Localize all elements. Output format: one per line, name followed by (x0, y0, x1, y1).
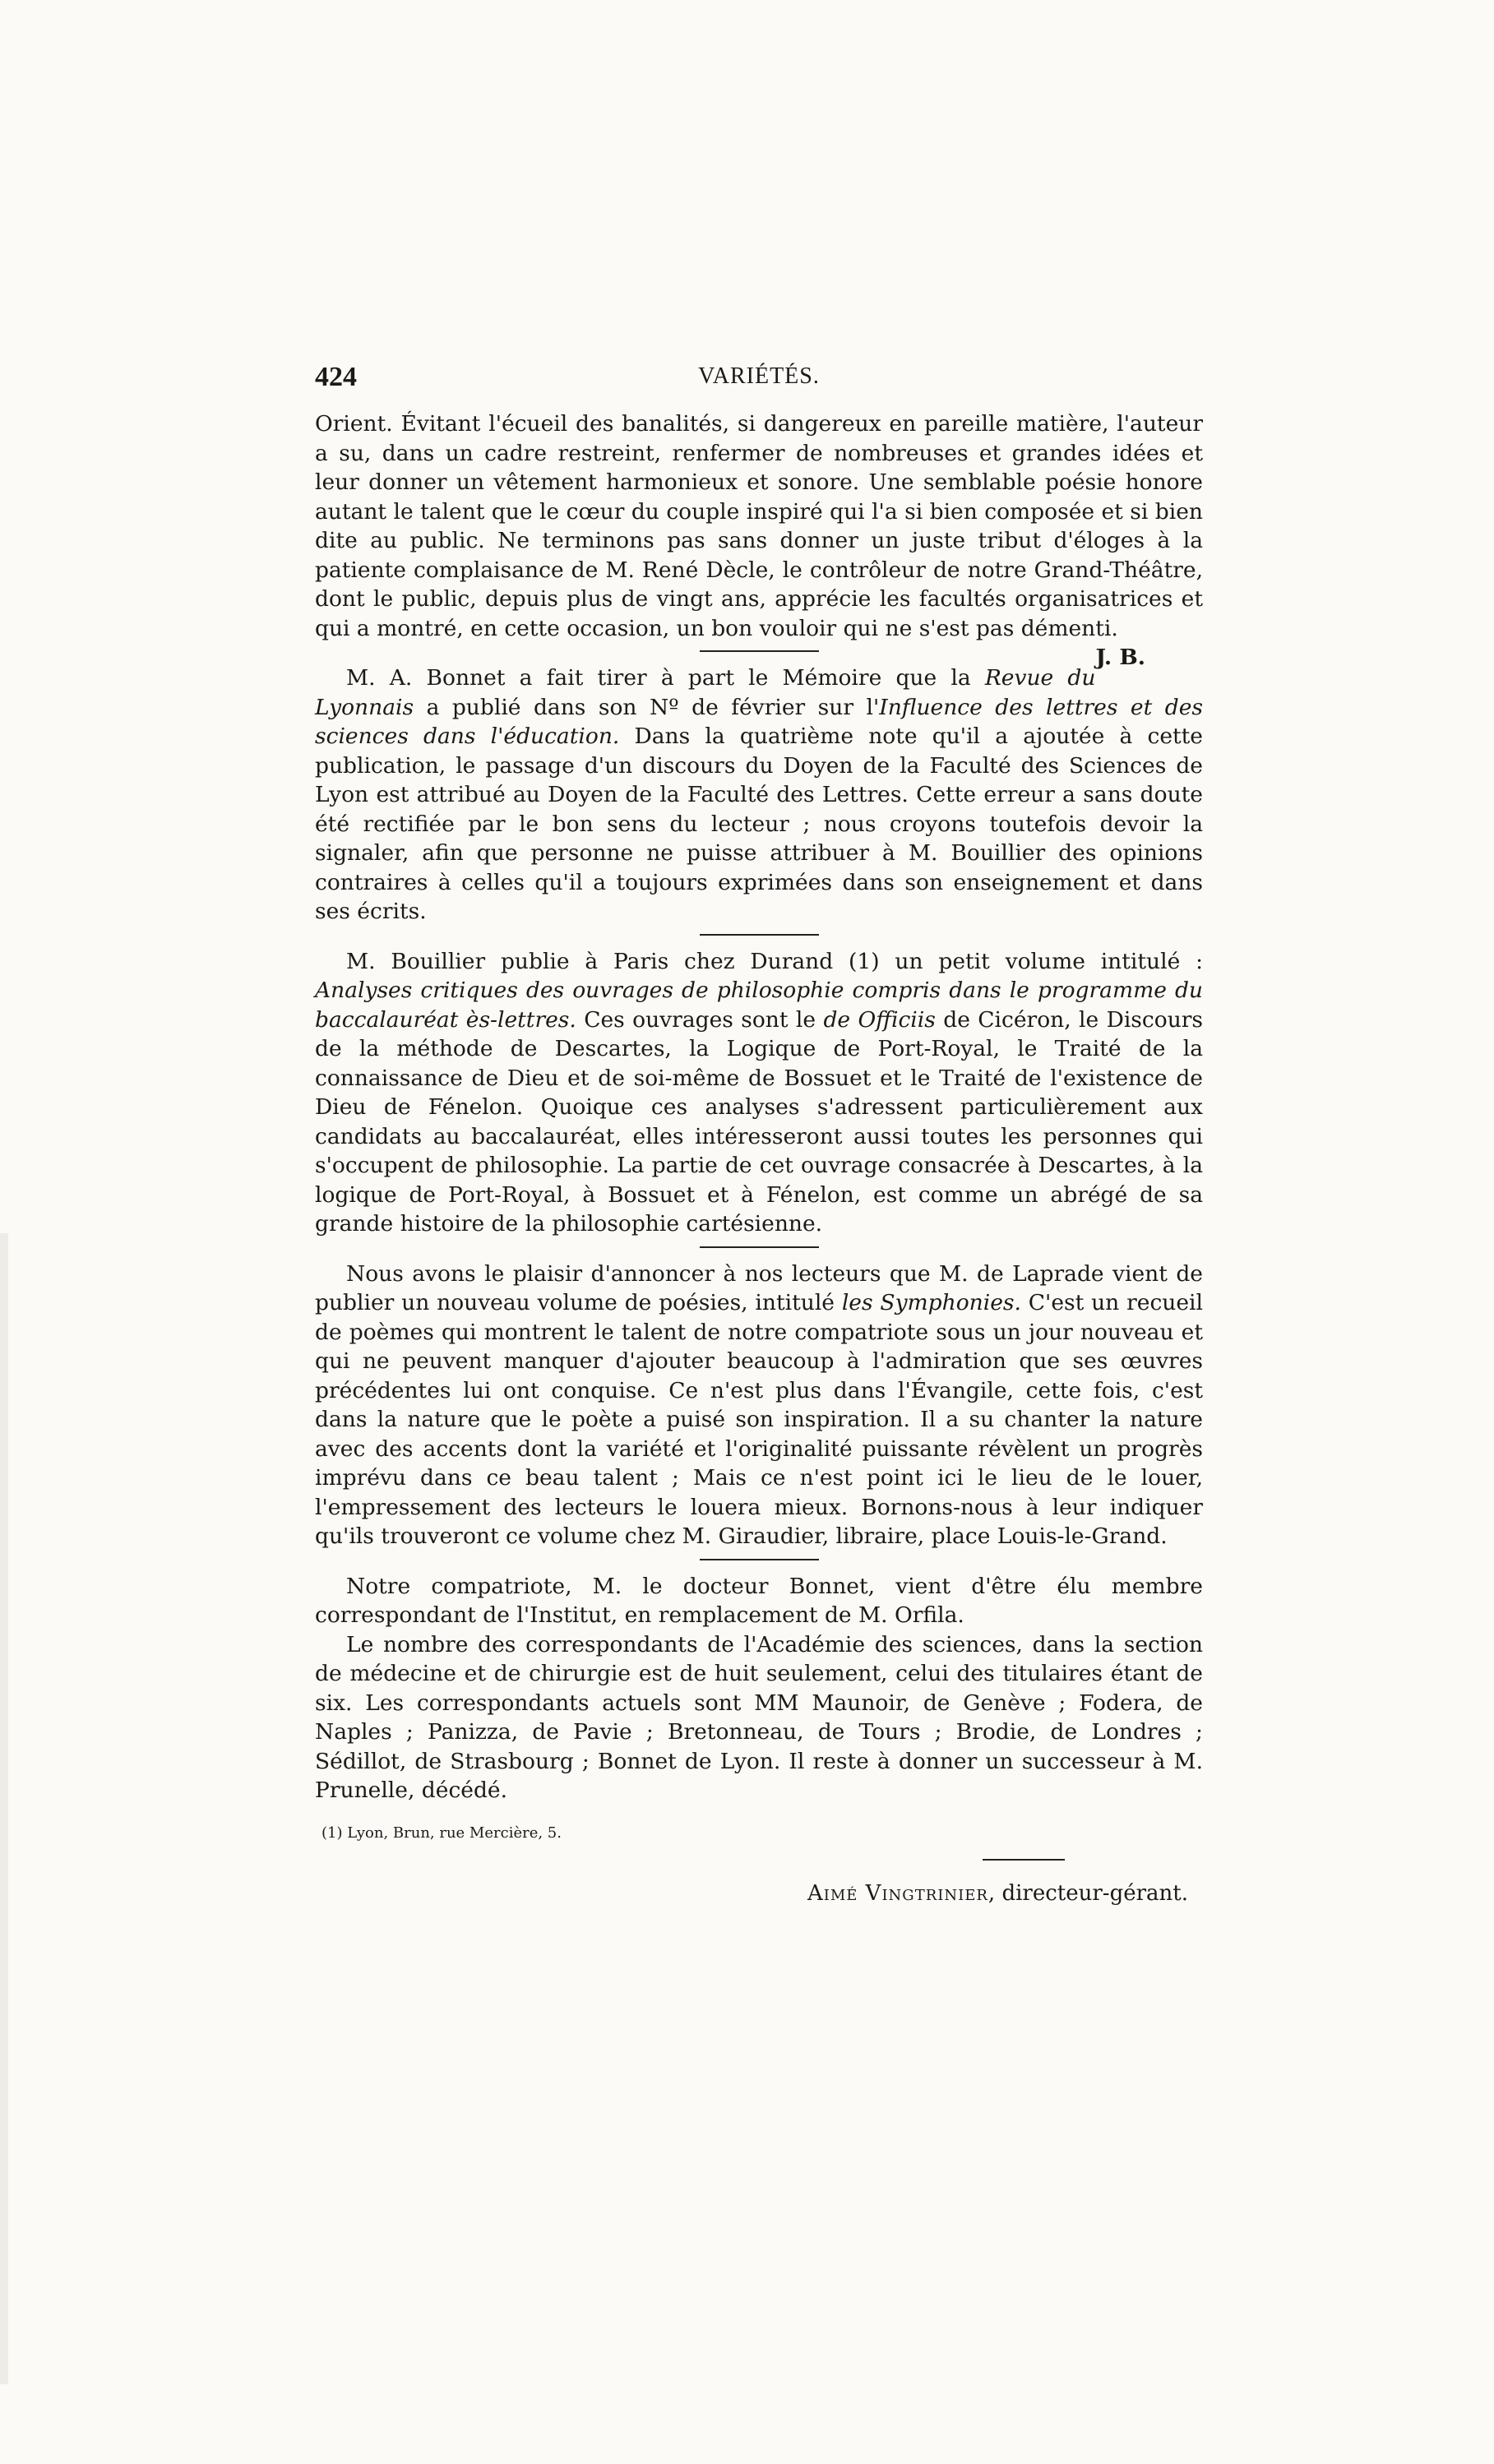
signature-role: , directeur-gérant. (988, 1880, 1188, 1906)
section-divider (700, 650, 819, 652)
section3-text-2: Ces ouvrages sont le (576, 1006, 824, 1033)
section1-text: Orient. Évitant l'écueil des banalités, si dangereux en pareille matière, l'auteur a su, dans un cadre restreint, renfermer de nombreuses et grandes idées et leur donner un vêtement harmonieux et sonore. Une semblable poésie honore autant le talent que le cœur du couple inspiré qui l'a si bien composée et si bien dite au public. Ne terminons pas sans donner un juste tribut d'éloges à la patiente complaisance de M. René Dècle, le contrôleur de notre Grand-Théâtre, dont le public, depuis plus de vingt ans, apprécie les facultés organisatrices et qui a montré, en cette occasion, un bon vouloir qui ne s'est pas démenti. (315, 411, 1203, 641)
section4-text-1: Nous avons le plaisir d'annoncer à nos lecteurs que M. de Laprade vient de publier un nouveau volume de poésies, intitulé (315, 1260, 1203, 1315)
section-divider (700, 1246, 819, 1248)
scan-edge (0, 1233, 8, 2384)
section4-text-2: C'est un recueil de poèmes qui montrent le talent de notre compatriote sous un jour nouveau et qui ne peuvent manquer d'ajouter beaucoup à l'admiration que ses œuvres précédentes lui ont conquise. Ce n'est plus dans l'Évangile, cette fois, c'est dans la nature que le poète a puisé son inspiration. Il a su chanter la nature avec des accents dont la variété et l'originalité puissante révèlent un progrès imprévu dans ce beau talent ; Mais ce n'est point ici le lieu de le louer, l'empressement des lecteurs le louera mieux. Bornons-nous à leur indiquer qu'ils trouveront ce volume chez M. Giraudier, libraire, place Louis-le-Grand. (315, 1290, 1203, 1549)
paragraph-section4 (315, 1260, 1203, 1551)
signature-rule (983, 1859, 1065, 1861)
article-title: Influence des lettres et des sciences dans l'éducation. (315, 694, 1203, 749)
footnote: (1) Lyon, Brun, rue Mercière, 5. (321, 1824, 562, 1842)
section1-signature: J. B. (1095, 645, 1145, 670)
paragraph-section5a: Notre compatriote, M. le docteur Bonnet, vient d'être élu membre correspondant de l'Institut, en remplacement de M. Orfila. (315, 1573, 1203, 1628)
paragraph-section5b: Le nombre des correspondants de l'Académie des sciences, dans la section de médecine et de chirurgie est de huit seulement, celui des titulaires étant de six. Les correspondants actuels sont MM Maunoir, de Genève ; Fodera, de Naples ; Panizza, de Pavie ; Bretonneau, de Tours ; Brodie, de Londres ; Sédillot, de Strasbourg ; Bonnet de Lyon. Il reste à donner un successeur à M. Prunelle, décédé. (315, 1631, 1203, 1803)
paragraph-section1 (315, 409, 1203, 670)
section3-text-3: de Cicéron, le Discours de la méthode de Descartes, la Logique de Port-Royal, le Traité de la connaissance de Dieu et de soi-même de Bossuet et le Traité de l'existence de Dieu de Fénelon. Quoique ces analyses s'adressent particulièrement aux candidats au baccalauréat, elles intéresseront aussi toutes les personnes qui s'occupent de philosophie. La partie de cet ouvrage consacrée à Descartes, à la logique de Port-Royal, à Bossuet et à Fénelon, est comme un abrégé de sa grande histoire de la philosophie cartésienne. (315, 1006, 1204, 1237)
section-divider (700, 1559, 819, 1560)
document-page (315, 362, 1203, 1906)
poetry-title: les Symphonies. (841, 1290, 1021, 1315)
journal-title: Revue du Lyonnais (315, 665, 1096, 720)
section3-text-1: M. Bouillier publie à Paris chez Durand (1) un petit volume intitulé : (346, 948, 1203, 974)
section2-text-2: a publié dans son Nº de février sur l' (414, 694, 880, 720)
signature-block (315, 1856, 1203, 1906)
section2-text-3: Dans la quatrième note qu'il a ajoutée à cette publication, le passage d'un discours du Doyen de la Faculté des Sciences de Lyon est attribué au Doyen de la Faculté des Lettres. Cette erreur a sans doute été rectifiée par le bon sens du lecteur ; nous croyons toutefois devoir la signaler, afin que personne ne puisse attribuer à M. Bouillier des opinions contraires à celles qu'il a toujours exprimées dans son enseignement et dans ses écrits. (315, 723, 1203, 924)
book-title: Analyses critiques des ouvrages de philosophie compris dans le programme du baccalauréat ès-lettres. (315, 978, 1203, 1033)
section2-text-1: M. A. Bonnet a fait tirer à part le Mémoire que la (346, 665, 985, 691)
work-title: de Officiis (823, 1006, 936, 1033)
page-header (315, 362, 1203, 409)
signature-name: Aimé Vingtrinier (807, 1880, 988, 1906)
paragraph-section3 (315, 947, 1203, 1239)
running-title: VARIÉTÉS. (698, 363, 820, 389)
page-number: 424 (315, 362, 357, 392)
section-divider (700, 934, 819, 936)
paragraph-section2 (315, 663, 1203, 927)
